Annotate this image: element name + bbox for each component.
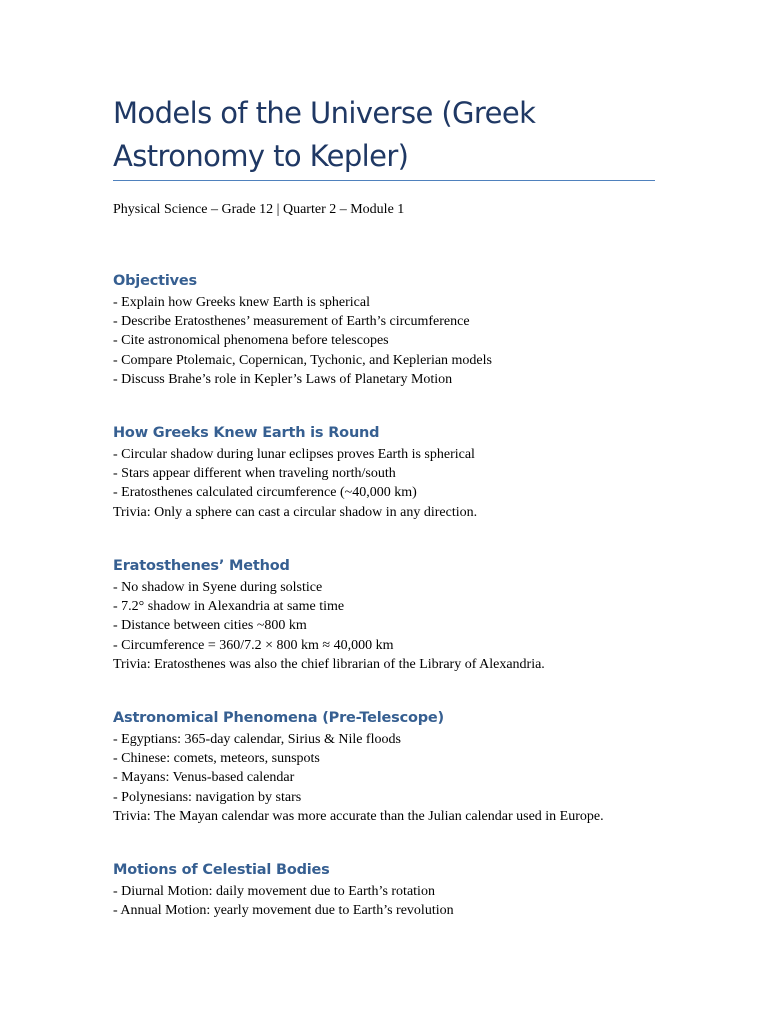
section-heading: Eratosthenes’ Method xyxy=(113,558,290,574)
list-item: - No shadow in Syene during solstice xyxy=(113,580,323,595)
section-heading: How Greeks Knew Earth is Round xyxy=(113,425,380,441)
list-item: - Diurnal Motion: daily movement due to Earth’s rotation xyxy=(113,884,435,899)
list-item: - Stars appear different when traveling north/south xyxy=(113,466,396,482)
motions-list xyxy=(113,882,713,920)
list-item: - Circumference = 360/7.2 × 800 km ≈ 40,000 km xyxy=(113,637,394,653)
section-heading: Objectives xyxy=(113,273,197,289)
list-item: - Discuss Brahe’s role in Kepler’s Laws of Planetary Motion xyxy=(113,371,453,387)
trivia-note: Trivia: The Mayan calendar was more accurate than the Julian calendar used in Europe. xyxy=(113,808,604,824)
list-item: - Cite astronomical phenomena before telescopes xyxy=(113,333,389,349)
document-subtitle: Physical Science – Grade 12 | Quarter 2 – Module 1 xyxy=(113,202,405,217)
objectives-list xyxy=(113,293,713,389)
earth-round-list xyxy=(113,445,713,503)
list-item: - Distance between cities ~800 km xyxy=(113,618,307,634)
section-objectives xyxy=(113,271,713,389)
section-celestial-motions xyxy=(113,860,713,920)
trivia-note: Trivia: Only a sphere can cast a circular shadow in any direction. xyxy=(113,504,478,520)
document-title: Models of the Universe (Greek Astronomy to Kepler) xyxy=(113,96,536,173)
list-item: - Annual Motion: yearly movement due to Earth’s revolution xyxy=(113,903,454,919)
list-item: - Chinese: comets, meteors, sunspots xyxy=(113,751,320,767)
title-divider xyxy=(113,180,655,181)
trivia-note: Trivia: Eratosthenes was also the chief librarian of the Library of Alexandria. xyxy=(113,656,545,672)
list-item: - Egyptians: 365-day calendar, Sirius & Nile floods xyxy=(113,732,401,747)
list-item: - Circular shadow during lunar eclipses proves Earth is spherical xyxy=(113,447,475,462)
list-item: - Mayans: Venus-based calendar xyxy=(113,770,295,786)
phenomena-list xyxy=(113,730,713,807)
list-item: - Explain how Greeks knew Earth is spherical xyxy=(113,295,370,310)
list-item: - Eratosthenes calculated circumference (~40,000 km) xyxy=(113,485,417,501)
eratosthenes-list xyxy=(113,578,713,655)
list-item: - Describe Eratosthenes’ measurement of Earth’s circumference xyxy=(113,314,470,330)
list-item: - Polynesians: navigation by stars xyxy=(113,789,302,805)
section-earth-round xyxy=(113,423,713,522)
section-eratosthenes-method xyxy=(113,556,713,674)
section-astronomical-phenomena xyxy=(113,708,713,826)
list-item: - 7.2° shadow in Alexandria at same time xyxy=(113,599,345,615)
section-heading: Astronomical Phenomena (Pre-Telescope) xyxy=(113,710,444,726)
section-heading: Motions of Celestial Bodies xyxy=(113,862,330,878)
list-item: - Compare Ptolemaic, Copernican, Tychonic, and Keplerian models xyxy=(113,352,492,368)
